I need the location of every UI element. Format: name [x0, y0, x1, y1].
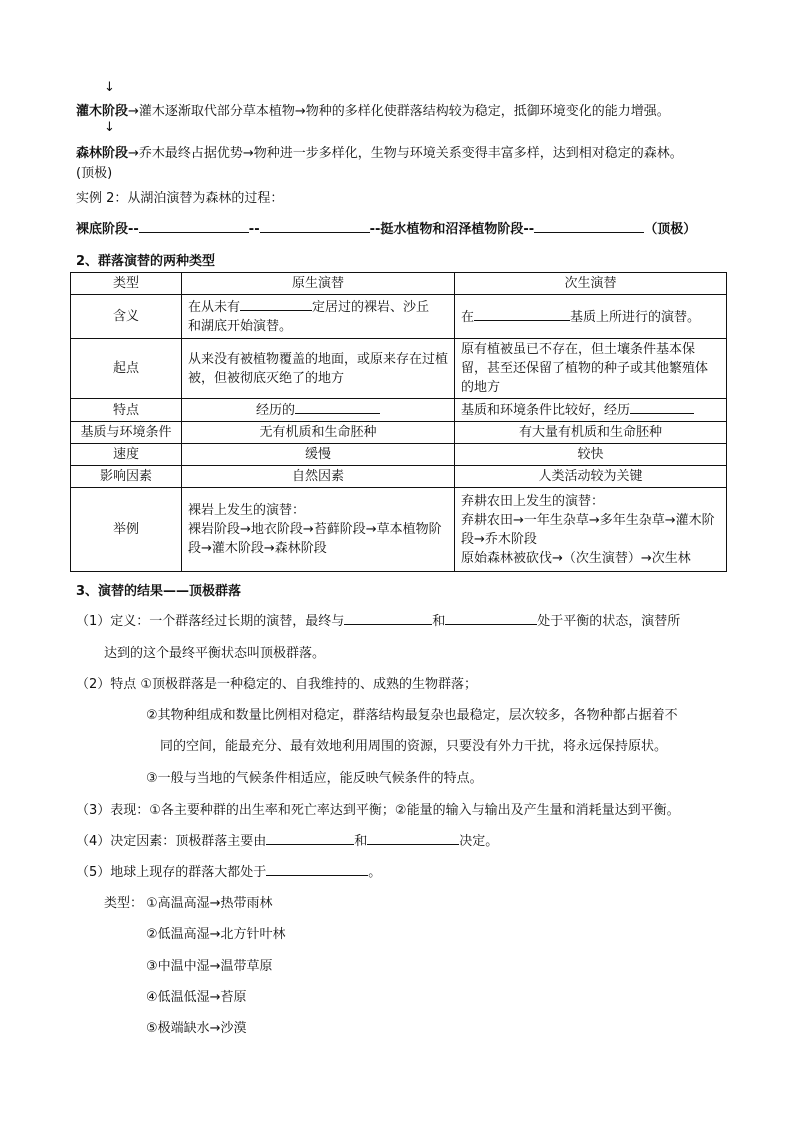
cell-primary	[182, 295, 455, 339]
feature-line-1: （2）特点 ①顶极群落是一种稳定的、自我维持的、成熟的生物群落；	[76, 677, 478, 692]
earth-line	[76, 861, 381, 880]
blank-field[interactable]	[474, 307, 570, 321]
cell-primary: 缓慢	[182, 444, 455, 466]
cell-secondary: 有大量有机质和生命胚种	[455, 422, 727, 444]
down-arrow-2: ↓	[104, 120, 115, 135]
earth-text: （5）地球上现存的群落大都处于	[76, 865, 267, 880]
row-label: 举例	[71, 488, 182, 572]
blank-3[interactable]	[534, 219, 644, 233]
forest-tail: (顶极)	[76, 166, 113, 181]
cell-primary: 无有机质和生命胚种	[182, 422, 455, 444]
cell-primary	[182, 399, 455, 422]
section-3-title: 3、演替的结果——顶极群落	[76, 584, 242, 599]
decision-text: （4）决定因素：顶极群落主要由	[76, 834, 267, 849]
cell-secondary	[455, 488, 727, 572]
row-label: 含义	[71, 295, 182, 339]
cell-text: 经历的	[255, 403, 295, 418]
cell-text: 裸岩阶段→地衣阶段→苔藓阶段→草本植物阶段→灌木阶段→森林阶段	[188, 522, 442, 556]
cell-secondary: 原有植被虽已不存在，但土壤条件基本保留，甚至还保留了植物的种子或其他繁殖体的地方	[455, 339, 727, 399]
cell-text: 定居过的裸岩、沙丘	[312, 300, 430, 315]
down-arrow-1: ↓	[104, 80, 115, 95]
table-row	[71, 422, 727, 444]
cell-text: 弃耕农田→一年生杂草→多年生杂草→灌木阶段→乔木阶段	[461, 512, 715, 547]
definition-text: （1）定义：一个群落经过长期的演替，最终与	[76, 614, 345, 629]
succession-types-table	[70, 272, 727, 572]
header-secondary: 次生演替	[455, 273, 727, 295]
blank-field[interactable]	[266, 862, 368, 876]
shrub-stage-label: 灌木阶段	[76, 104, 129, 119]
type-item: ③中温中湿→温带草原	[146, 959, 273, 974]
cell-text: 原始森林被砍伐→（次生演替）→次生林	[461, 550, 691, 566]
cell-secondary	[455, 399, 727, 422]
table-header-row	[71, 273, 727, 295]
forest-stage-label: 森林阶段	[76, 146, 129, 161]
lake-seg-b: --	[248, 222, 260, 237]
blank-field[interactable]	[630, 400, 694, 414]
table-row	[71, 488, 727, 572]
table-row	[71, 339, 727, 399]
decision-text: 决定。	[459, 834, 499, 849]
type-item: ①高温高湿→热带雨林	[146, 896, 273, 911]
blank-1[interactable]	[139, 219, 249, 233]
cell-primary	[182, 488, 455, 572]
header-primary: 原生演替	[182, 273, 455, 295]
earth-text: 。	[368, 865, 382, 880]
cell-text: 基质上所进行的演替。	[570, 309, 701, 325]
shrub-stage-text: →灌木逐渐取代部分草本植物→物种的多样化使群落结构较为稳定，抵御环境变化的能力增强。	[128, 104, 670, 119]
blank-field[interactable]	[240, 297, 312, 311]
cell-secondary: 人类活动较为关键	[455, 466, 727, 488]
table-row	[71, 295, 727, 339]
cell-text: 弃耕农田上发生的演替：	[461, 493, 605, 509]
example-2: 实例 2：从湖泊演替为森林的过程：	[76, 191, 284, 206]
cell-secondary	[455, 295, 727, 339]
cell-text: 基质和环境条件比较好，经历	[461, 403, 631, 418]
cell-secondary: 较快	[455, 444, 727, 466]
blank-field[interactable]	[344, 611, 432, 625]
cell-text: 在	[461, 309, 475, 325]
decision-text: 和	[354, 834, 368, 849]
shrub-stage-line	[76, 100, 670, 119]
definition-line-2: 达到的这个最终平衡状态叫顶极群落。	[104, 646, 326, 661]
section-2-title: 2、群落演替的两种类型	[76, 254, 216, 269]
row-label: 起点	[71, 339, 182, 399]
types-label: 类型：	[104, 896, 144, 911]
blank-field[interactable]	[445, 611, 537, 625]
table-row	[71, 466, 727, 488]
type-item: ④低温低湿→苔原	[146, 990, 247, 1005]
definition-line-1	[76, 610, 680, 629]
table-row	[71, 399, 727, 422]
cell-text: 和湖底开始演替。	[188, 319, 293, 334]
cell-text: 裸岩上发生的演替：	[188, 503, 306, 518]
cell-primary: 从来没有被植物覆盖的地面，或原来存在过植被，但被彻底灭绝了的地方	[182, 339, 455, 399]
forest-stage-text: →乔木最终占据优势→物种进一步多样化，生物与环境关系变得丰富多样，达到相对稳定的森林。	[128, 146, 683, 161]
feature-line-4: ③一般与当地的气候条件相适应，能反映气候条件的特点。	[146, 771, 483, 786]
performance-line: （3）表现：①各主要种群的出生率和死亡率达到平衡；②能量的输入与输出及产生量和消耗量达到平衡。	[76, 803, 680, 818]
blank-field[interactable]	[266, 831, 354, 845]
type-item: ②低温高湿→北方针叶林	[146, 927, 286, 942]
definition-text: 和	[432, 614, 446, 629]
feature-line-3: 同的空间，能最充分、最有效地利用周围的资源，只要没有外力干扰，将永远保持原状。	[160, 739, 668, 754]
feature-line-2: ②其物种组成和数量比例相对稳定，群落结构最复杂也最稳定，层次较多，各物种都占据着不	[146, 708, 678, 723]
lake-seg-a: 裸底阶段--	[76, 222, 139, 237]
type-item: ⑤极端缺水→沙漠	[146, 1021, 247, 1036]
row-label: 影响因素	[71, 466, 182, 488]
row-label: 基质与环境条件	[71, 422, 182, 444]
cell-text: 在从未有	[188, 300, 241, 315]
blank-2[interactable]	[260, 219, 370, 233]
table-row	[71, 444, 727, 466]
row-label: 特点	[71, 399, 182, 422]
lake-succession-line	[76, 218, 696, 237]
forest-stage-line	[76, 142, 683, 161]
definition-text: 处于平衡的状态，演替所	[537, 614, 681, 629]
blank-field[interactable]	[367, 831, 459, 845]
row-label: 速度	[71, 444, 182, 466]
blank-field[interactable]	[295, 400, 380, 414]
decision-line	[76, 830, 498, 849]
lake-seg-d: （顶极）	[644, 222, 697, 237]
lake-seg-c: --挺水植物和沼泽植物阶段--	[369, 222, 535, 237]
cell-primary: 自然因素	[182, 466, 455, 488]
header-type: 类型	[71, 273, 182, 295]
